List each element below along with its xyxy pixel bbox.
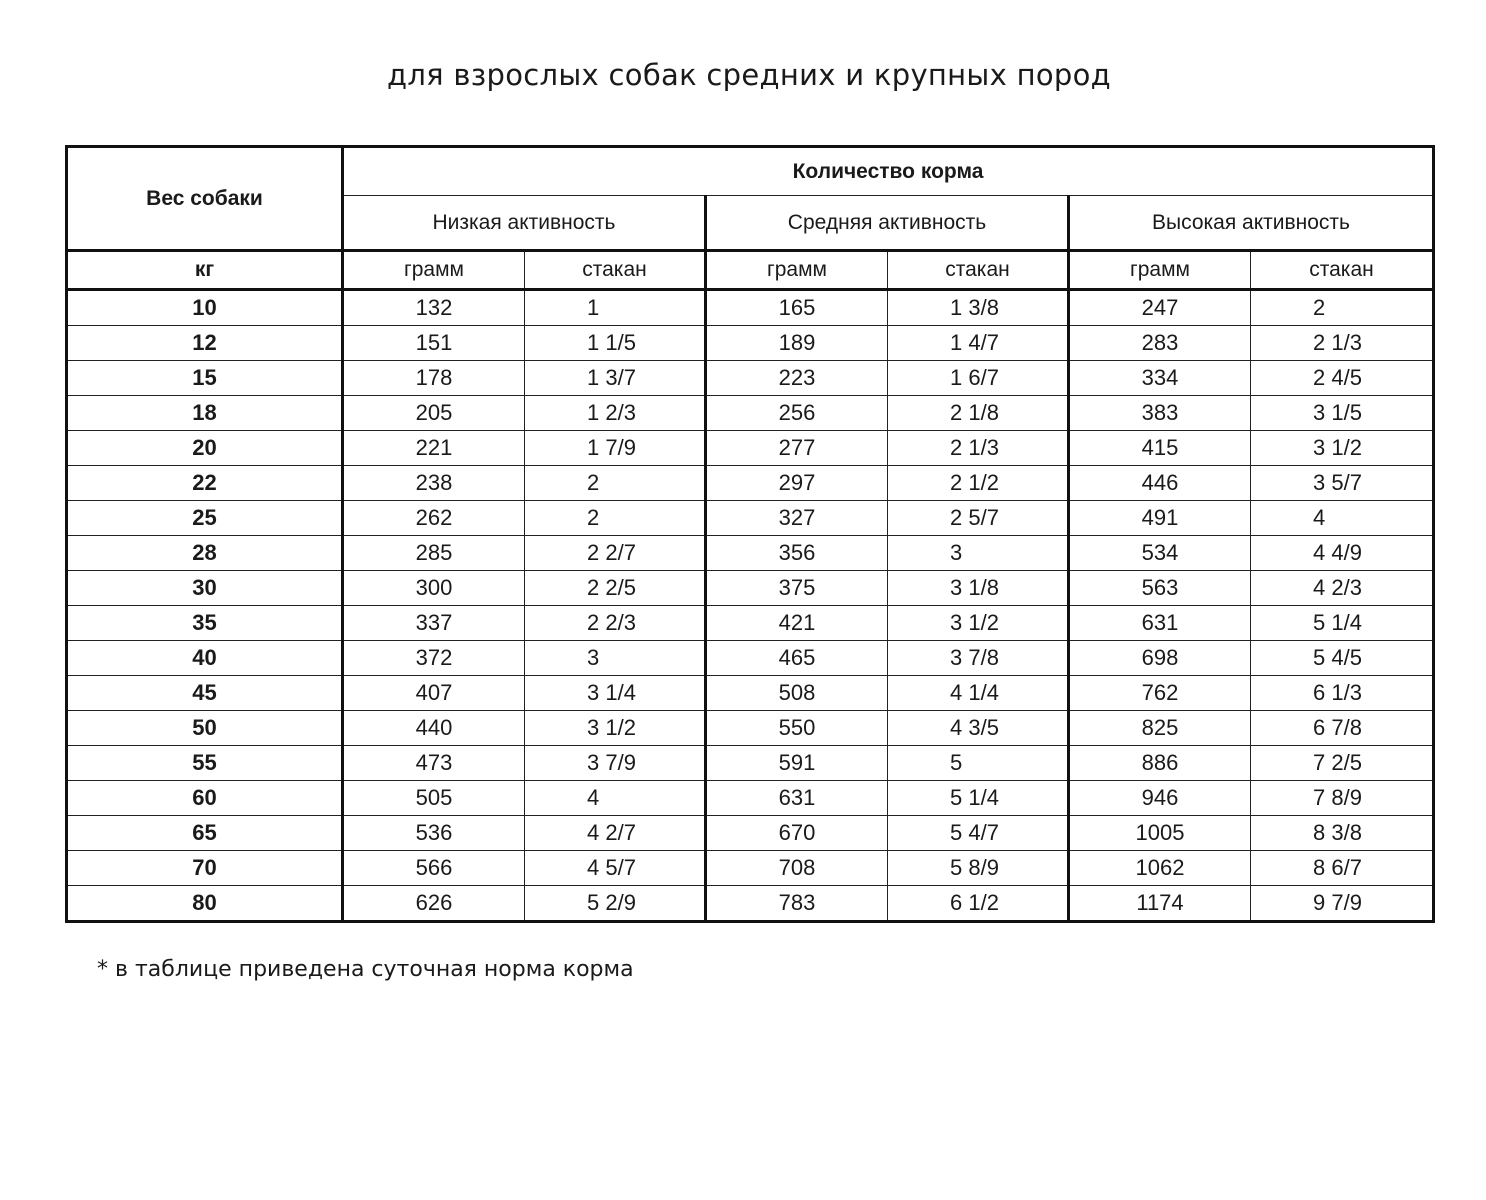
cell-low-gram: 473 bbox=[343, 746, 525, 781]
cell-high-cup: 4 bbox=[1251, 501, 1434, 536]
cell-medium-gram: 277 bbox=[706, 431, 888, 466]
table-body bbox=[67, 290, 1434, 922]
cell-medium-gram: 297 bbox=[706, 466, 888, 501]
cell-medium-cup: 3 1/8 bbox=[888, 571, 1069, 606]
cell-medium-gram: 189 bbox=[706, 326, 888, 361]
unit-cup-low: стакан bbox=[525, 251, 706, 290]
cell-low-gram: 285 bbox=[343, 536, 525, 571]
cell-weight: 55 bbox=[67, 746, 343, 781]
cell-medium-gram: 508 bbox=[706, 676, 888, 711]
footnote: * в таблице приведена суточная норма корма bbox=[97, 957, 634, 982]
cell-medium-cup: 3 7/8 bbox=[888, 641, 1069, 676]
cell-medium-gram: 631 bbox=[706, 781, 888, 816]
cell-high-gram: 825 bbox=[1069, 711, 1251, 746]
cell-high-cup: 2 1/3 bbox=[1251, 326, 1434, 361]
cell-medium-cup: 5 1/4 bbox=[888, 781, 1069, 816]
cell-low-gram: 132 bbox=[343, 290, 525, 326]
cell-medium-gram: 421 bbox=[706, 606, 888, 641]
cell-low-cup: 1 3/7 bbox=[525, 361, 706, 396]
cell-medium-cup: 3 1/2 bbox=[888, 606, 1069, 641]
cell-low-cup: 2 2/7 bbox=[525, 536, 706, 571]
cell-low-cup: 2 2/5 bbox=[525, 571, 706, 606]
table-row bbox=[67, 396, 1434, 431]
page-title: для взрослых собак средних и крупных пород bbox=[386, 58, 1112, 92]
cell-high-gram: 446 bbox=[1069, 466, 1251, 501]
cell-low-gram: 536 bbox=[343, 816, 525, 851]
cell-high-cup: 4 4/9 bbox=[1251, 536, 1434, 571]
cell-weight: 28 bbox=[67, 536, 343, 571]
cell-low-cup: 2 bbox=[525, 501, 706, 536]
high-activity-header: Высокая активность bbox=[1069, 196, 1434, 251]
cell-high-gram: 946 bbox=[1069, 781, 1251, 816]
unit-cup-medium: стакан bbox=[888, 251, 1069, 290]
cell-weight: 40 bbox=[67, 641, 343, 676]
cell-medium-cup: 3 bbox=[888, 536, 1069, 571]
unit-gram-medium: грамм bbox=[706, 251, 888, 290]
table-row bbox=[67, 466, 1434, 501]
cell-high-cup: 5 4/5 bbox=[1251, 641, 1434, 676]
cell-medium-gram: 550 bbox=[706, 711, 888, 746]
cell-low-cup: 1 1/5 bbox=[525, 326, 706, 361]
cell-high-gram: 698 bbox=[1069, 641, 1251, 676]
cell-low-gram: 221 bbox=[343, 431, 525, 466]
cell-high-cup: 8 6/7 bbox=[1251, 851, 1434, 886]
cell-high-gram: 415 bbox=[1069, 431, 1251, 466]
cell-weight: 30 bbox=[67, 571, 343, 606]
cell-low-cup: 2 2/3 bbox=[525, 606, 706, 641]
cell-medium-cup: 2 1/3 bbox=[888, 431, 1069, 466]
cell-medium-cup: 1 4/7 bbox=[888, 326, 1069, 361]
cell-low-cup: 5 2/9 bbox=[525, 886, 706, 922]
cell-weight: 50 bbox=[67, 711, 343, 746]
cell-high-gram: 283 bbox=[1069, 326, 1251, 361]
cell-low-cup: 1 2/3 bbox=[525, 396, 706, 431]
cell-medium-gram: 591 bbox=[706, 746, 888, 781]
cell-low-gram: 151 bbox=[343, 326, 525, 361]
cell-low-cup: 3 7/9 bbox=[525, 746, 706, 781]
cell-low-gram: 440 bbox=[343, 711, 525, 746]
cell-high-cup: 3 5/7 bbox=[1251, 466, 1434, 501]
table-row bbox=[67, 571, 1434, 606]
cell-low-cup: 4 5/7 bbox=[525, 851, 706, 886]
cell-weight: 35 bbox=[67, 606, 343, 641]
cell-high-gram: 1062 bbox=[1069, 851, 1251, 886]
table-row bbox=[67, 711, 1434, 746]
unit-cup-high: стакан bbox=[1251, 251, 1434, 290]
cell-low-gram: 505 bbox=[343, 781, 525, 816]
table-row bbox=[67, 676, 1434, 711]
cell-high-gram: 563 bbox=[1069, 571, 1251, 606]
cell-medium-cup: 4 3/5 bbox=[888, 711, 1069, 746]
cell-weight: 18 bbox=[67, 396, 343, 431]
cell-medium-cup: 1 3/8 bbox=[888, 290, 1069, 326]
cell-high-cup: 2 bbox=[1251, 290, 1434, 326]
cell-high-cup: 6 1/3 bbox=[1251, 676, 1434, 711]
cell-weight: 10 bbox=[67, 290, 343, 326]
cell-medium-gram: 165 bbox=[706, 290, 888, 326]
cell-medium-gram: 783 bbox=[706, 886, 888, 922]
table-row bbox=[67, 781, 1434, 816]
table-row bbox=[67, 816, 1434, 851]
table-row bbox=[67, 851, 1434, 886]
cell-weight: 65 bbox=[67, 816, 343, 851]
cell-medium-gram: 256 bbox=[706, 396, 888, 431]
unit-gram-high: грамм bbox=[1069, 251, 1251, 290]
feeding-table bbox=[65, 145, 1435, 923]
cell-low-gram: 626 bbox=[343, 886, 525, 922]
cell-low-gram: 566 bbox=[343, 851, 525, 886]
cell-high-cup: 3 1/5 bbox=[1251, 396, 1434, 431]
cell-weight: 25 bbox=[67, 501, 343, 536]
cell-medium-cup: 2 5/7 bbox=[888, 501, 1069, 536]
cell-low-gram: 178 bbox=[343, 361, 525, 396]
table-row bbox=[67, 746, 1434, 781]
low-activity-header: Низкая активность bbox=[343, 196, 706, 251]
cell-medium-cup: 5 8/9 bbox=[888, 851, 1069, 886]
weight-header: Вес собаки bbox=[67, 147, 343, 251]
cell-low-cup: 3 bbox=[525, 641, 706, 676]
cell-medium-gram: 465 bbox=[706, 641, 888, 676]
cell-weight: 12 bbox=[67, 326, 343, 361]
cell-high-gram: 1005 bbox=[1069, 816, 1251, 851]
cell-high-gram: 762 bbox=[1069, 676, 1251, 711]
cell-high-cup: 4 2/3 bbox=[1251, 571, 1434, 606]
table-row bbox=[67, 536, 1434, 571]
cell-medium-cup: 5 bbox=[888, 746, 1069, 781]
cell-high-gram: 1174 bbox=[1069, 886, 1251, 922]
cell-medium-gram: 375 bbox=[706, 571, 888, 606]
cell-low-cup: 3 1/4 bbox=[525, 676, 706, 711]
cell-weight: 20 bbox=[67, 431, 343, 466]
cell-low-cup: 1 7/9 bbox=[525, 431, 706, 466]
cell-medium-cup: 2 1/2 bbox=[888, 466, 1069, 501]
cell-medium-gram: 708 bbox=[706, 851, 888, 886]
unit-gram-low: грамм bbox=[343, 251, 525, 290]
cell-weight: 70 bbox=[67, 851, 343, 886]
amount-header: Количество корма bbox=[343, 147, 1434, 196]
cell-high-cup: 5 1/4 bbox=[1251, 606, 1434, 641]
cell-low-gram: 337 bbox=[343, 606, 525, 641]
cell-low-gram: 300 bbox=[343, 571, 525, 606]
cell-medium-cup: 2 1/8 bbox=[888, 396, 1069, 431]
cell-low-cup: 2 bbox=[525, 466, 706, 501]
cell-high-cup: 2 4/5 bbox=[1251, 361, 1434, 396]
cell-high-cup: 7 8/9 bbox=[1251, 781, 1434, 816]
cell-high-gram: 631 bbox=[1069, 606, 1251, 641]
cell-high-gram: 334 bbox=[1069, 361, 1251, 396]
table-row bbox=[67, 290, 1434, 326]
cell-medium-gram: 327 bbox=[706, 501, 888, 536]
table-row bbox=[67, 641, 1434, 676]
medium-activity-header: Средняя активность bbox=[706, 196, 1069, 251]
unit-kg: кг bbox=[67, 251, 343, 290]
cell-medium-gram: 356 bbox=[706, 536, 888, 571]
table-row bbox=[67, 361, 1434, 396]
cell-high-cup: 7 2/5 bbox=[1251, 746, 1434, 781]
cell-weight: 45 bbox=[67, 676, 343, 711]
cell-low-gram: 238 bbox=[343, 466, 525, 501]
table-row bbox=[67, 431, 1434, 466]
cell-low-cup: 3 1/2 bbox=[525, 711, 706, 746]
cell-low-gram: 372 bbox=[343, 641, 525, 676]
cell-weight: 60 bbox=[67, 781, 343, 816]
table-row bbox=[67, 606, 1434, 641]
cell-low-cup: 4 bbox=[525, 781, 706, 816]
cell-high-cup: 3 1/2 bbox=[1251, 431, 1434, 466]
cell-low-cup: 4 2/7 bbox=[525, 816, 706, 851]
cell-medium-gram: 670 bbox=[706, 816, 888, 851]
table-row bbox=[67, 326, 1434, 361]
cell-weight: 22 bbox=[67, 466, 343, 501]
cell-high-gram: 534 bbox=[1069, 536, 1251, 571]
cell-low-cup: 1 bbox=[525, 290, 706, 326]
cell-low-gram: 205 bbox=[343, 396, 525, 431]
cell-weight: 15 bbox=[67, 361, 343, 396]
cell-high-gram: 491 bbox=[1069, 501, 1251, 536]
cell-high-cup: 6 7/8 bbox=[1251, 711, 1434, 746]
table-row bbox=[67, 501, 1434, 536]
cell-high-gram: 383 bbox=[1069, 396, 1251, 431]
table-row bbox=[67, 886, 1434, 922]
cell-high-gram: 247 bbox=[1069, 290, 1251, 326]
cell-medium-cup: 4 1/4 bbox=[888, 676, 1069, 711]
cell-high-cup: 8 3/8 bbox=[1251, 816, 1434, 851]
cell-weight: 80 bbox=[67, 886, 343, 922]
cell-medium-gram: 223 bbox=[706, 361, 888, 396]
cell-high-cup: 9 7/9 bbox=[1251, 886, 1434, 922]
cell-low-gram: 262 bbox=[343, 501, 525, 536]
cell-high-gram: 886 bbox=[1069, 746, 1251, 781]
cell-low-gram: 407 bbox=[343, 676, 525, 711]
cell-medium-cup: 5 4/7 bbox=[888, 816, 1069, 851]
cell-medium-cup: 6 1/2 bbox=[888, 886, 1069, 922]
cell-medium-cup: 1 6/7 bbox=[888, 361, 1069, 396]
